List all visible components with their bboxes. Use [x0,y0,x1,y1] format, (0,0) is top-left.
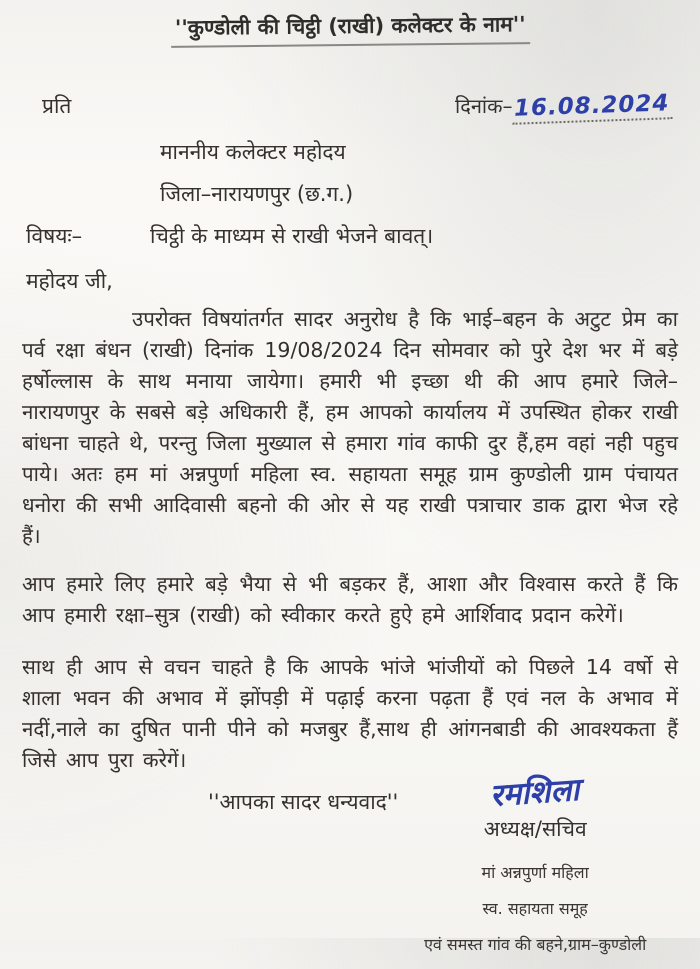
org-line-3: एवं समस्त गांव की बहने,ग्राम–कुण्डोली [424,935,647,954]
body-paragraph-3: साथ ही आप से वचन चाहते है कि आपके भांजे भांजीयों को पिछले 14 वर्षो से शाला भवन की अभाव में झोंपड़ी में पढ़ाई करना पढ़ता हैं एवं नल के अभाव में नदीं,नाले का दुषित पानी पीने को मजबुर हैं,साथ ही आंगनबाडी की आवश्यकता हैं जिसे आप पुरा करेगें। [22,655,678,772]
signature-block [398,771,672,969]
body-paragraph-2: आप हमारे लिए हमारे बड़े भैया से भी बड़कर हैं, आशा और विश्वास करते हैं कि आप हमारी रक्षा–सुत्र (राखी) को स्वीकार करते हुऐ हमे आर्शिवाद प्रदान करेगें। [22,572,678,627]
organization-lines [398,861,672,955]
letter-title-wrap [22,12,678,46]
subject-text: चिट्ठी के माध्यम से राखी भेजने बावत्। [150,224,434,248]
body-paragraph-1: उपरोक्त विषयांतर्गत सादर अनुरोध है कि भाई–बहन के अटुट प्रेम का पर्व रक्षा बंधन (राखी) दिनांक 19/08/2024 दिन सोमवार को पुरे देश भर में बड़े हर्षोल्लास के साथ मनाया जायेगा। हमारी भी इच्छा थी की आप हमारे जिले–नारायणपुर के सबसे बड़े अधिकारी हैं, हम आपको कार्यालय में उपस्थित होकर राखी बांधना चाहते थे, परन्तु जिला मुख्याल से हमारा गांव काफी दुर हैं,हम वहां नही पहुच पाये। अतः हम मां अन्नपुर्णा महिला स्व. सहायता समूह ग्राम कुण्डोली ग्राम पंचायत धनोरा की सभी आदिवासी बहनो की ओर से यह राखी पत्राचार डाक द्वारा भेज रहे हैं। [22,307,678,548]
handwritten-signature: रमशिला [489,771,581,815]
org-line-1: मां अन्नपुर्णा महिला [481,863,589,882]
subject-row [22,222,678,250]
addressee-line-2: जिला–नारायणपुर (छ.ग.) [160,182,354,206]
closing-row [22,771,678,969]
addressee-line-1: माननीय कलेक्टर महोदय [160,140,346,164]
to-label: प्रति [42,94,72,118]
date-label: दिनांक– [455,94,513,118]
addressee-block [160,138,678,208]
letter-header-row [22,92,678,122]
letter-title: ''कुण्डोली की चिट्ठी (राखी) कलेक्टर के नाम'' [170,10,529,48]
subject-label: विषयः– [26,224,83,248]
salutation: महोदय जी, [26,269,113,293]
signer-designation: अध्यक्ष/सचिव [483,817,587,841]
date-handwritten-value: 16.08.2024 [512,90,672,125]
date-field [455,92,672,122]
org-line-2: स्व. सहायता समूह [482,899,588,918]
closing-thanks: ''आपका सादर धन्यवाद'' [208,790,399,814]
